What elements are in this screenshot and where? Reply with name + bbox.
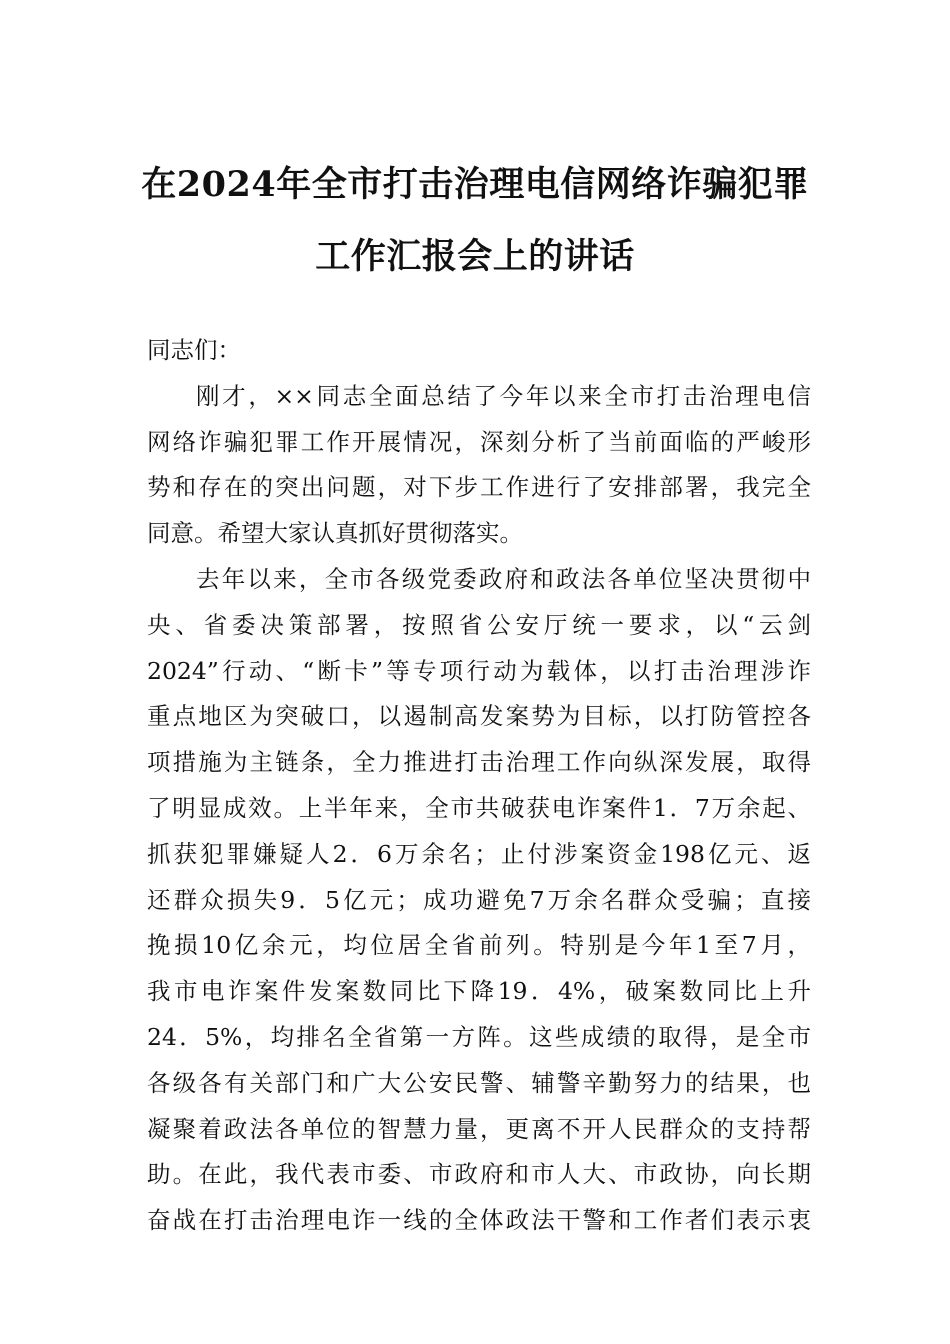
body-line: 了明显成效。上半年来，全市共破获电诈案件1．7万余起、 bbox=[147, 793, 811, 822]
body-line: 奋战在打击治理电诈一线的全体政法干警和工作者们表示衷 bbox=[147, 1206, 811, 1235]
body-line: 同意。希望大家认真抓好贯彻落实。 bbox=[147, 519, 523, 548]
body-line: 重点地区为突破口，以遏制高发案势为目标，以打防管控各 bbox=[147, 702, 811, 731]
body-line: 抓获犯罪嫌疑人2．6万余名；止付涉案资金198亿元、返 bbox=[147, 839, 811, 868]
body-line: 网络诈骗犯罪工作开展情况，深刻分析了当前面临的严峻形 bbox=[147, 427, 811, 456]
body-line: 2024”行动、“断卡”等专项行动为载体，以打击治理涉诈 bbox=[147, 656, 811, 685]
body-line: 刚才，××同志全面总结了今年以来全市打击治理电信 bbox=[196, 381, 811, 410]
body-line: 央、省委决策部署，按照省公安厅统一要求，以“云剑 bbox=[147, 610, 811, 639]
body-line: 挽损10亿余元，均位居全省前列。特别是今年1至7月， bbox=[147, 931, 811, 960]
body-line: 我市电诈案件发案数同比下降19．4%，破案数同比上升 bbox=[147, 977, 811, 1006]
body-line: 助。在此，我代表市委、市政府和市人大、市政协，向长期 bbox=[147, 1160, 811, 1189]
body-line: 去年以来，全市各级党委政府和政法各单位坚决贯彻中 bbox=[196, 564, 811, 593]
document-title-line-1: 在2024年全市打击治理电信网络诈骗犯罪 bbox=[141, 164, 809, 205]
body-line: 24．5%，均排名全省第一方阵。这些成绩的取得，是全市 bbox=[147, 1022, 811, 1051]
document-title-line-2: 工作汇报会上的讲话 bbox=[315, 236, 635, 277]
body-line: 各级各有关部门和广大公安民警、辅警辛勤努力的结果，也 bbox=[147, 1068, 811, 1097]
document-body bbox=[147, 328, 811, 1244]
salutation: 同志们： bbox=[147, 336, 241, 364]
body-line: 项措施为主链条，全力推进打击治理工作向纵深发展，取得 bbox=[147, 748, 811, 777]
body-line: 势和存在的突出问题，对下步工作进行了安排部署，我完全 bbox=[147, 473, 811, 502]
body-line: 还群众损失9．5亿元；成功避免7万余名群众受骗；直接 bbox=[147, 885, 811, 914]
body-line: 凝聚着政法各单位的智慧力量，更离不开人民群众的支持帮 bbox=[147, 1114, 811, 1143]
